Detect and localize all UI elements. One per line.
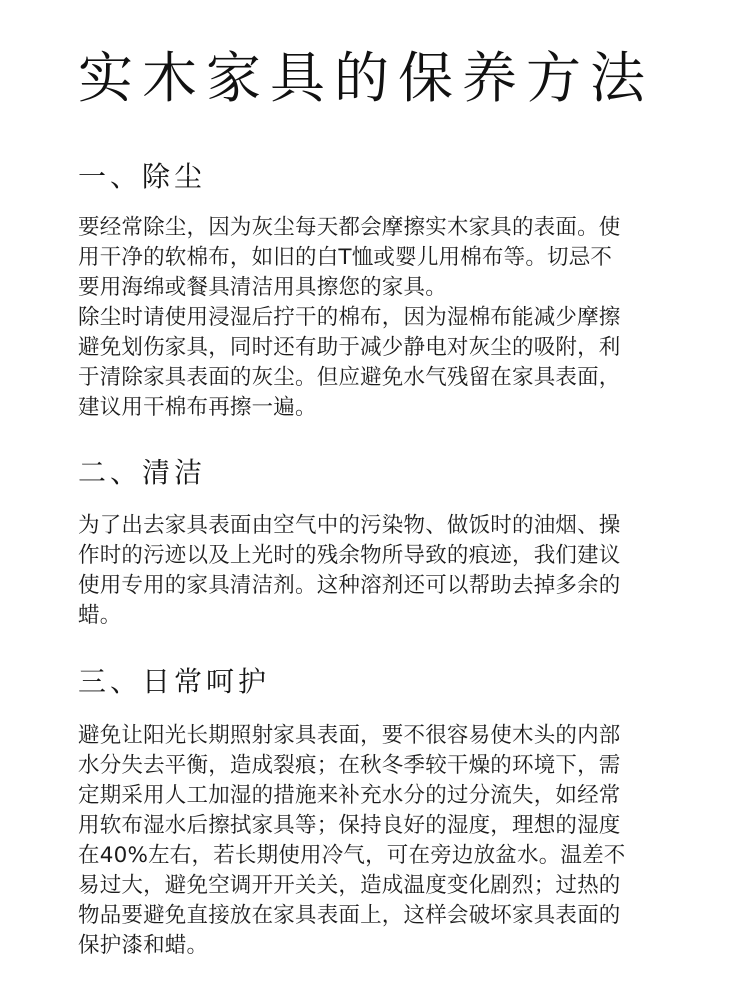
paragraph-line: 作时的污迹以及上光时的残余物所导致的痕迹，我们建议 [78,543,621,568]
paragraph-line: 要用海绵或餐具清洁用具擦您的家具。 [78,275,447,300]
paragraph-line: 避免让阳光长期照射家具表面，要不很容易使木头的内部 [78,723,621,748]
paragraph-line: 水分失去平衡，造成裂痕；在秋冬季较干燥的环境下，需 [78,753,621,778]
paragraph-line: 在40%左右，若长期使用冷气，可在旁边放盆水。温差不 [78,843,626,868]
section-body-cleaning [78,511,718,631]
section-heading-daily-care: 三、日常呵护 [78,665,271,698]
paragraph-line: 用干净的软棉布，如旧的白T恤或婴儿用棉布等。切忌不 [78,245,613,270]
paragraph-line: 用软布湿水后擦拭家具等；保持良好的湿度，理想的湿度 [78,813,621,838]
paragraph-line: 蜡。 [78,603,122,628]
paragraph-line: 于清除家具表面的灰尘。但应避免水气残留在家具表面， [78,365,621,390]
section-body-dusting [78,213,718,423]
paragraph-line: 保护漆和蜡。 [78,933,209,958]
section-heading-cleaning: 二、清洁 [78,456,207,489]
paragraph-line: 为了出去家具表面由空气中的污染物、做饭时的油烟、操 [78,513,621,538]
paragraph-line: 易过大，避免空调开开关关，造成温度变化剧烈；过热的 [78,873,621,898]
page-title: 实木家具的保养方法 [78,46,655,110]
paragraph-line: 除尘时请使用浸湿后拧干的棉布，因为湿棉布能减少摩擦 [78,305,621,330]
paragraph-line: 建议用干棉布再擦一遍。 [78,395,317,420]
paragraph-line: 使用专用的家具清洁剂。这种溶剂还可以帮助去掉多余的 [78,573,621,598]
section-heading-dusting: 一、除尘 [78,160,207,193]
section-body-daily-care [78,721,718,961]
paragraph-line: 定期采用人工加湿的措施来补充水分的过分流失，如经常 [78,783,621,808]
paragraph-line: 物品要避免直接放在家具表面上，这样会破坏家具表面的 [78,903,621,928]
paragraph-line: 要经常除尘，因为灰尘每天都会摩擦实木家具的表面。使 [78,215,621,240]
paragraph-line: 避免划伤家具，同时还有助于减少静电对灰尘的吸附，利 [78,335,621,360]
